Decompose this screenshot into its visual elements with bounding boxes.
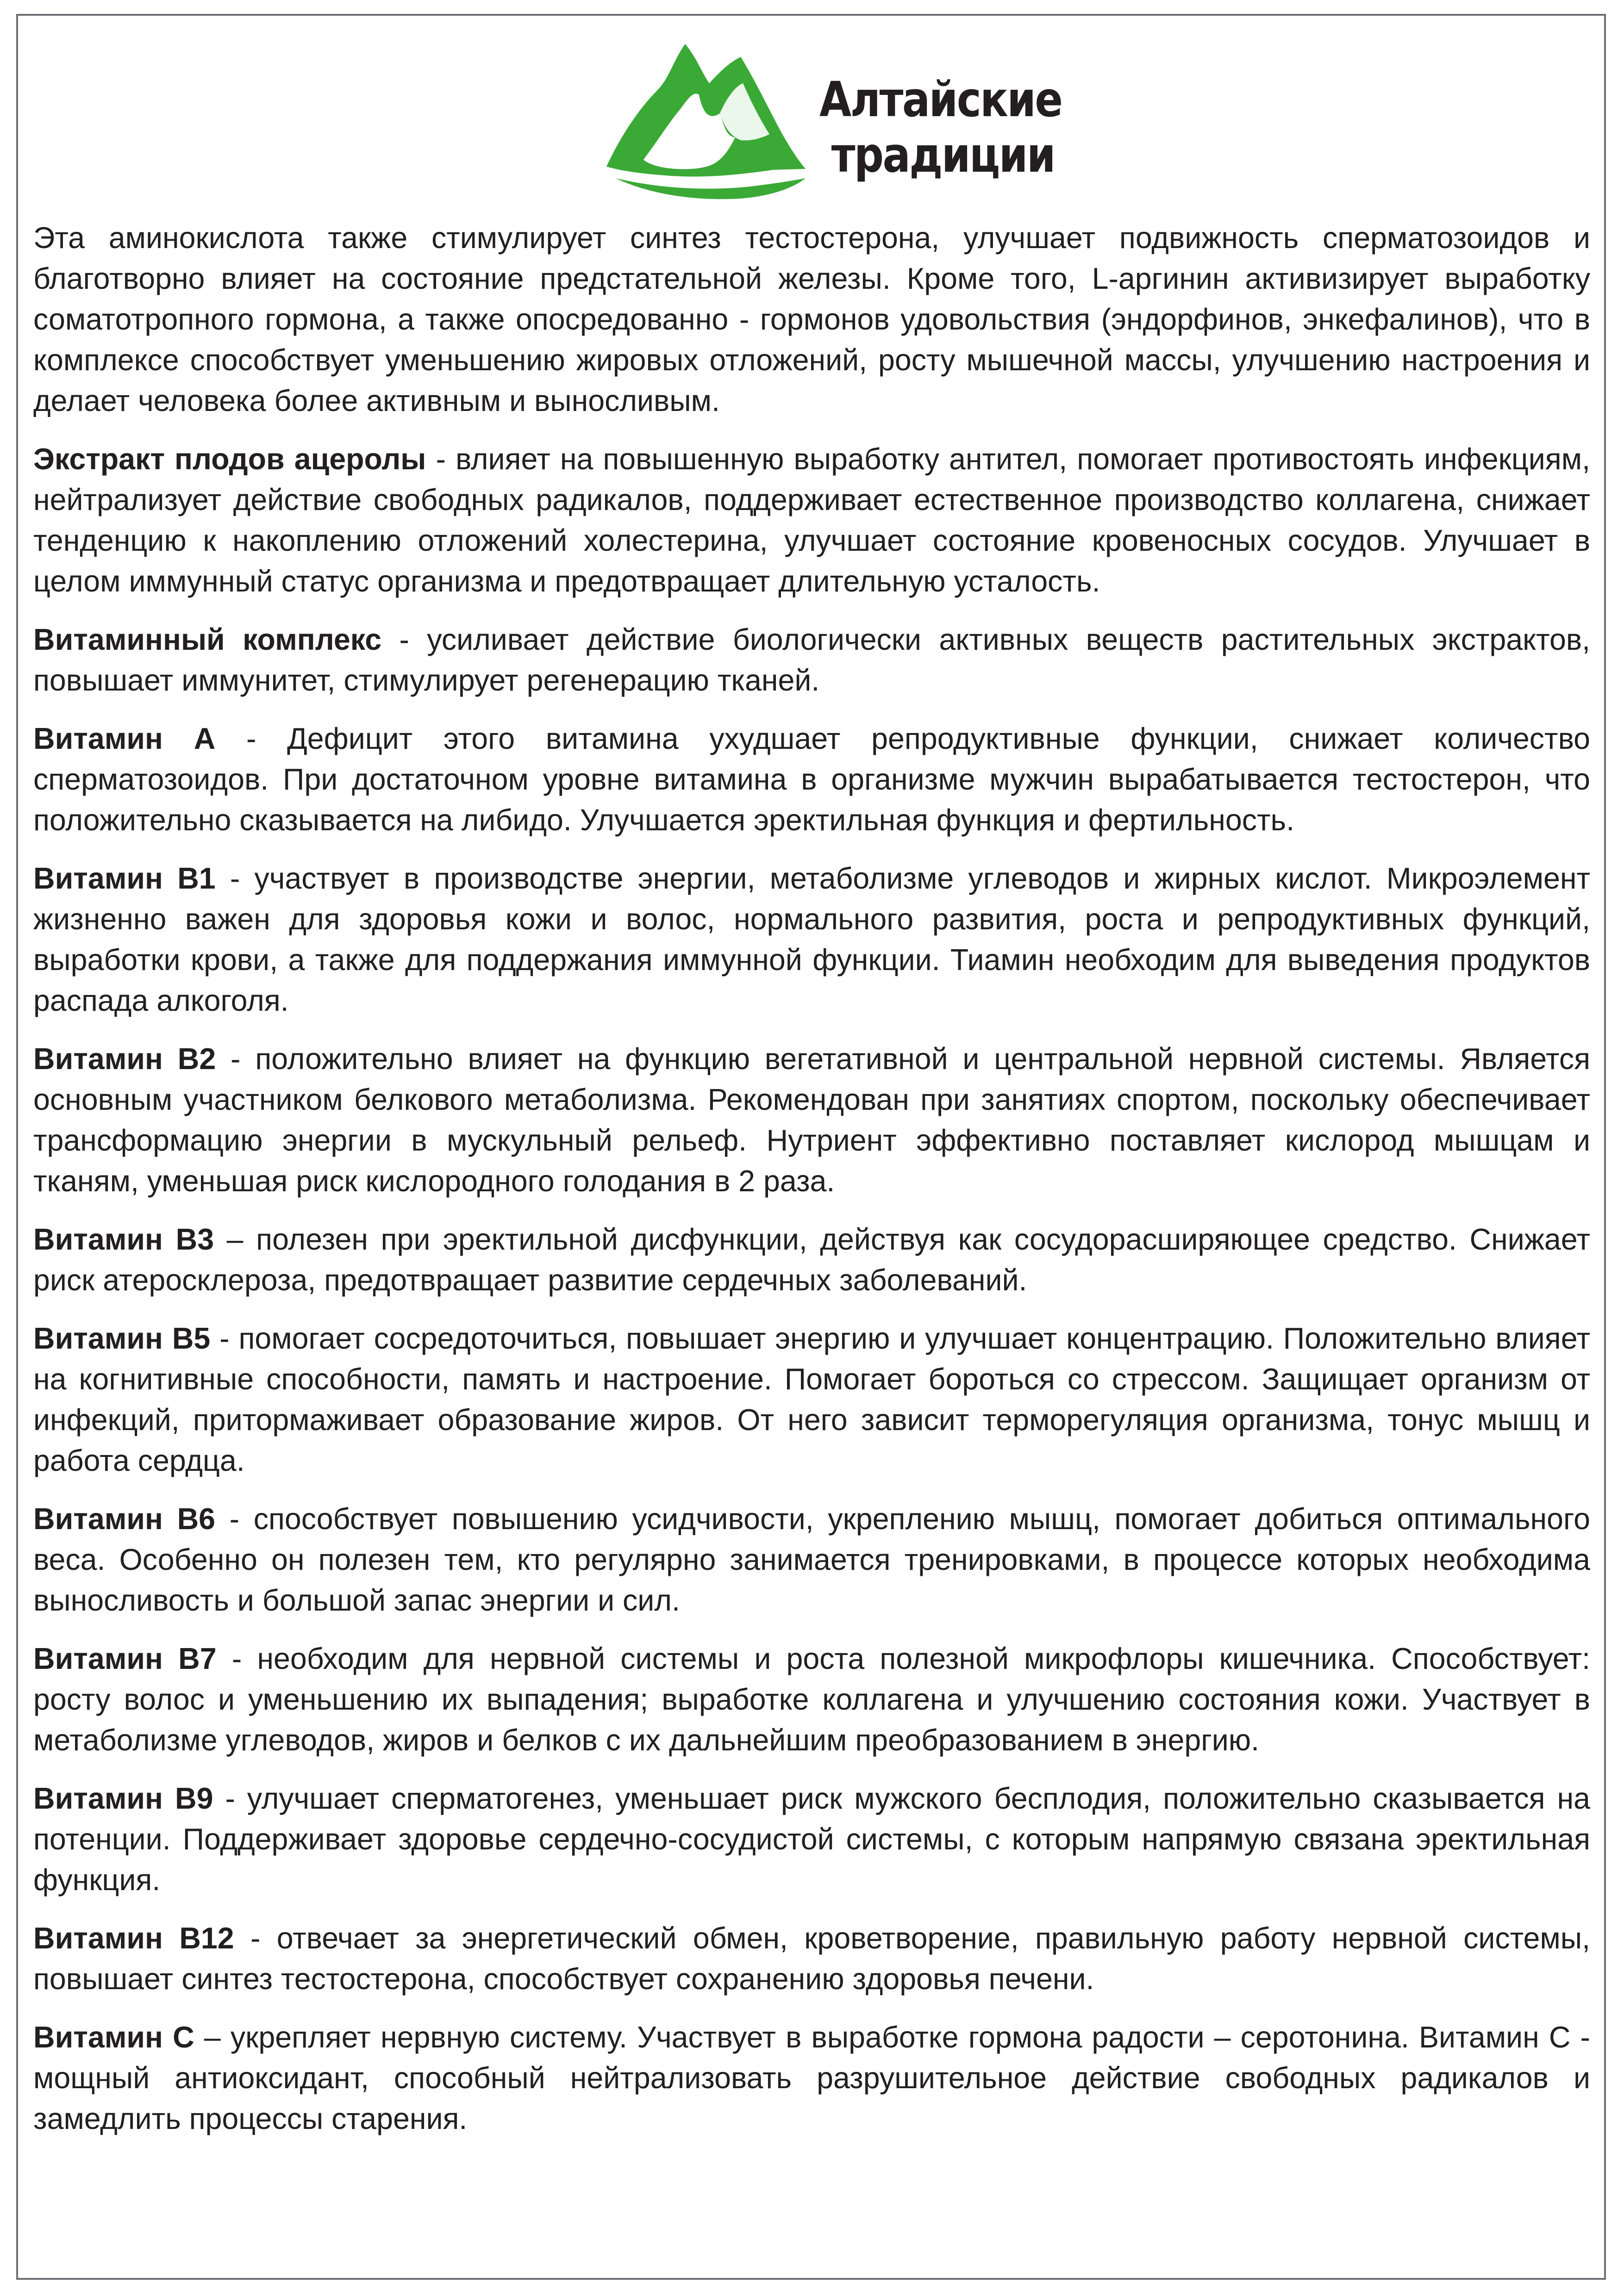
paragraph-text: - улучшает сперматогенез, уменьшает риск мужского бесплодия, положительно сказывается на потенции. Поддерживает здоровье сердечно-сосудистой системы, с которым напрямую связана эректильная функция.	[33, 1782, 1591, 1897]
paragraph-text: - положительно влияет на функцию вегетативной и центральной нервной системы. Является основным участником белкового метаболизма. Рекомендован при занятиях спортом, поскольку обеспечивает трансформацию энергии в мускульный рельеф. Нутриент эффективно поставляет кислород мышцам и тканям, уменьшая риск кислородного голодания в 2 раза.	[33, 1042, 1590, 1198]
paragraph-text: - необходим для нервной системы и роста полезной микрофлоры кишечника. Способствует: росту волос и уменьшению их выпадения; выработке коллагена и улучшению состояния кожи. Участвует в метаболизме углеводов, жиров и белков с их дальнейшим преобразованием в энергию.	[33, 1642, 1590, 1757]
paragraph-text: - способствует повышению усидчивости, укреплению мышц, помогает добиться оптимального веса. Особенно он полезен тем, кто регулярно занимается тренировками, в процессе которых необходима выносливость и большой запас энергии и сил.	[33, 1502, 1591, 1617]
paragraph-term: Витамин В5	[33, 1322, 211, 1355]
paragraph	[33, 1778, 1590, 1900]
paragraph	[33, 439, 1590, 602]
paragraph-term: Витамин В3	[33, 1223, 214, 1256]
brand-logo	[588, 39, 1062, 211]
paragraph	[33, 858, 1590, 1021]
paragraph-term: Витамин В1	[33, 862, 216, 895]
paragraph-term: Витамин С	[33, 2021, 194, 2054]
paragraph-term: Витамин В2	[33, 1042, 216, 1076]
paragraph-text: - усиливает действие биологически активных веществ растительных экстрактов, повышает иммунитет, стимулирует регенерацию тканей.	[33, 623, 1590, 697]
paragraph	[33, 718, 1590, 840]
brand-name-line2: традиции	[831, 127, 1055, 183]
paragraph-term: Витамин А	[33, 722, 216, 755]
paragraph-text: - влияет на повышенную выработку антител, помогает противостоять инфекциям, нейтрализует действие свободных радикалов, поддерживает естественное производство коллагена, снижает тенденцию к накоплению отложений холестерина, улучшает состояние кровеносных сосудов. Улучшает в целом иммунный статус организма и предотвращает длительную усталость.	[33, 442, 1591, 598]
brand-name-line1: Алтайские	[819, 71, 1062, 128]
paragraph-text: - участвует в производстве энергии, метаболизме углеводов и жирных кислот. Микроэлемент жизненно важен для здоровья кожи и волос, нормального развития, роста и репродуктивных функций, выработки крови, а также для поддержания иммунной функции. Тиамин необходим для выведения продуктов распада алкоголя.	[33, 862, 1590, 1017]
paragraph	[33, 1219, 1590, 1300]
paragraph-text: – укрепляет нервную систему. Участвует в выработке гормона радости – серотонина. Витамин С - мощный антиоксидант, способный нейтрализовать разрушительное действие свободных радикалов и замедлить процессы старения.	[33, 2021, 1591, 2135]
paragraph-term: Витамин В12	[33, 1922, 234, 1955]
paragraph-text: - отвечает за энергетический обмен, кроветворение, правильную работу нервной системы, повышает синтез тестостерона, способствует сохранению здоровья печени.	[33, 1922, 1590, 1996]
paragraph	[33, 1499, 1590, 1621]
paragraph	[33, 1638, 1590, 1761]
paragraph-term: Витамин В6	[33, 1502, 216, 1536]
paragraph	[33, 1039, 1590, 1201]
paragraph-text: – полезен при эректильной дисфункции, действуя как сосудорасширяющее средство. Снижает риск атеросклероза, предотвращает развитие сердечных заболеваний.	[33, 1223, 1591, 1297]
paragraph	[33, 619, 1590, 701]
paragraph-term: Витамин В9	[33, 1782, 213, 1815]
paragraph	[33, 218, 1590, 421]
paragraph-term: Витамин В7	[33, 1642, 217, 1675]
paragraph-text: Эта аминокислота также стимулирует синтез тестостерона, улучшает подвижность сперматозоидов и благотворно влияет на состояние предстательной железы. Кроме того, L-аргинин активизирует выработку соматотропного гормона, а также опосредованно - гормонов удовольствия (эндорфинов, энкефалинов), что в комплексе способствует уменьшению жировых отложений, росту мышечной массы, улучшению настроения и делает человека более активным и выносливым.	[33, 221, 1590, 417]
brand-name	[819, 72, 1062, 183]
paragraph-text: - Дефицит этого витамина ухудшает репродуктивные функции, снижает количество сперматозоидов. При достаточном уровне витамина в организме мужчин вырабатывается тестостерон, что положительно сказывается на либидо. Улучшается эректильная функция и фертильность.	[33, 722, 1590, 837]
paragraph-term: Витаминный комплекс	[33, 623, 382, 656]
paragraph	[33, 1318, 1590, 1481]
paragraph-term: Экстракт плодов ацеролы	[33, 442, 426, 476]
green-mountains-icon	[588, 39, 819, 201]
paragraph	[33, 2017, 1590, 2139]
paragraph-text: - помогает сосредоточиться, повышает энергию и улучшает концентрацию. Положительно влияет на когнитивные способности, память и настроение. Помогает бороться со стрессом. Защищает организм от инфекций, притормаживает образование жиров. От него зависит терморегуляция организма, тонус мышц и работа сердца.	[33, 1322, 1590, 1477]
article-body	[33, 218, 1590, 2157]
paragraph	[33, 1918, 1590, 1999]
